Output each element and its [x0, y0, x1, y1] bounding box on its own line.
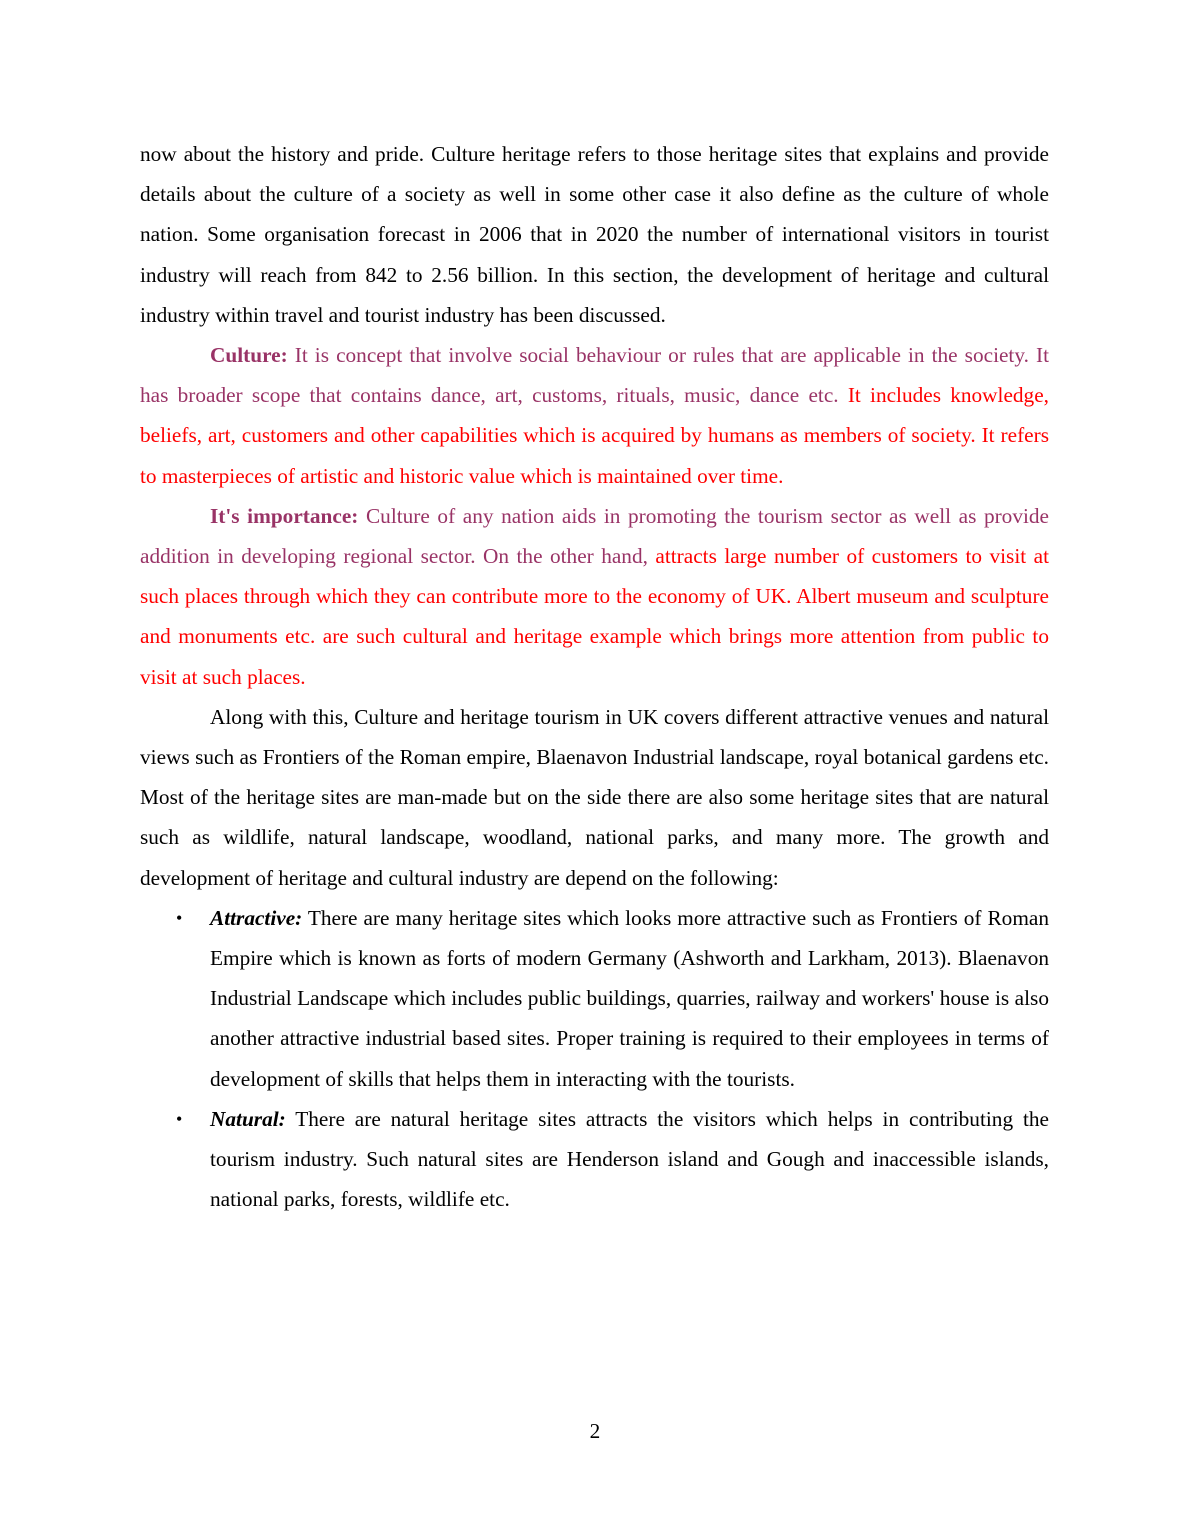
bullet-list: [140, 898, 1049, 1220]
bullet-icon: •: [176, 907, 183, 928]
importance-purple-text: Culture of any nation aids in promoting the tourism sector as well as provide addition in developing regional sector. On the other hand,: [140, 503, 1050, 569]
bullet-icon: •: [176, 1108, 183, 1129]
bullet-paragraph-attractive: [210, 898, 1049, 1099]
importance-heading: It's importance:: [210, 503, 359, 528]
culture-purple-text: It is concept that involve social behaviour or rules that are applicable in the society. It has broader scope that contains dance, art, customs, rituals, music, dance etc.: [140, 343, 1049, 408]
list-item: [140, 1099, 1049, 1220]
bullet-label-attractive: Attractive:: [210, 905, 303, 930]
page-number: 2: [589, 1419, 601, 1443]
body-text: [140, 134, 1049, 1219]
importance-paragraph: [140, 496, 1049, 697]
along-paragraph: Along with this, Culture and heritage tourism in UK covers different attractive venues and natural views such as Frontiers of the Roman empire, Blaenavon Industrial landscape, royal botanical gardens etc. Most of the heritage sites are man-made but on the side there are also some heritage sites that are natural such as wildlife, natural landscape, woodland, national parks, and many more. The growth and development of heritage and cultural industry are depend on the following:: [140, 704, 1049, 890]
bullet-text-natural: There are natural heritage sites attracts the visitors which helps in contributing the tourism industry. Such natural sites are Henderson island and Gough and inaccessible islands, national parks, forests, wildlife etc.: [210, 1106, 1049, 1212]
list-item: [140, 898, 1049, 1099]
intro-paragraph: now about the history and pride. Culture heritage refers to those heritage sites that explains and provide details about the culture of a society as well in some other case it also define as the culture of whole nation. Some organisation forecast in 2006 that in 2020 the number of international visitors in tourist industry will reach from 842 to 2.56 billion. In this section, the development of heritage and cultural industry within travel and tourist industry has been discussed.: [140, 142, 1049, 327]
bullet-text-attractive: There are many heritage sites which looks more attractive such as Frontiers of Roman Empire which is known as forts of modern Germany (Ashworth and Larkham, 2013). Blaenavon Industrial Landscape which includes public buildings, quarries, railway and workers' house is also another attractive industrial based sites. Proper training is required to their employees in terms of development of skills that helps them in interacting with the tourists.: [210, 905, 1049, 1091]
bullet-label-natural: Natural:: [210, 1106, 286, 1131]
importance-red-text: attracts large number of customers to visit at such places through which they can contribute more to the economy of UK. Albert museum and sculpture and monuments etc. are such cultural and heritage example which brings more attention from public to visit at such places.: [140, 544, 1049, 689]
culture-paragraph: [140, 335, 1049, 496]
bullet-paragraph-natural: [210, 1099, 1049, 1220]
culture-heading: Culture:: [210, 343, 288, 368]
culture-red-text: It includes knowledge, beliefs, art, customers and other capabilities which is acquired by humans as members of society. It refers to masterpieces of artistic and historic value which is maintained over time.: [140, 383, 1049, 488]
